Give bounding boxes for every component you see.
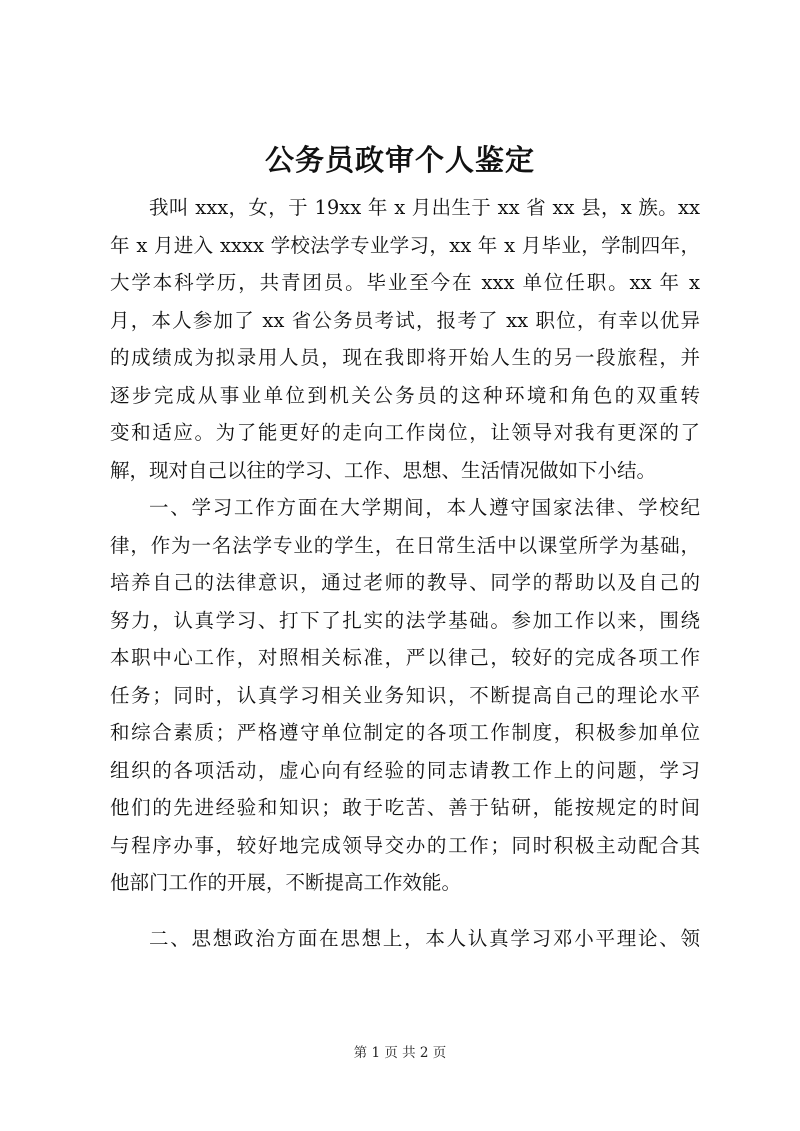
paragraph-line: 组织的各项活动，虚心向有经验的同志请教工作上的问题，学习 — [110, 758, 700, 782]
paragraph-politics — [110, 920, 700, 958]
paragraph-line: 一、学习工作方面在大学期间，本人遵守国家法律、学校纪 — [149, 496, 700, 519]
paragraph-line: 本职中心工作，对照相关标准，严以律己，较好的完成各项工作 — [110, 646, 700, 669]
document-body — [110, 189, 700, 957]
paragraph-line: 和综合素质；严格遵守单位制定的各项工作制度，积极参加单位 — [110, 721, 700, 744]
paragraph-line: 解，现对自己以往的学习、工作、思想、生活情况做如下小结。 — [110, 458, 657, 482]
page-number-footer: 第 1 页 共 2 页 — [353, 1045, 447, 1061]
paragraph-line: 努力，认真学习、打下了扎实的法学基础。参加工作以来，围绕 — [110, 608, 700, 632]
paragraph-line: 与程序办事，较好地完成领导交办的工作；同时积极主动配合其 — [110, 833, 700, 857]
paragraph-line: 任务；同时，认真学习相关业务知识，不断提高自己的理论水平 — [110, 683, 700, 707]
paragraph-line: 律，作为一名法学专业的学生，在日常生活中以课堂所学为基础， — [110, 533, 700, 557]
paragraph-spacer — [110, 902, 700, 920]
paragraph-line: 逐步完成从事业单位到机关公务员的这种环境和角色的双重转 — [110, 383, 700, 407]
document-title: 公务员政审个人鉴定 — [264, 143, 535, 177]
paragraph-line: 月，本人参加了 xx 省公务员考试，报考了 xx 职位，有幸以优异 — [110, 308, 700, 332]
paragraph-line: 二、思想政治方面在思想上，本人认真学习邓小平理论、领 — [149, 926, 700, 950]
paragraph-line: 变和适应。为了能更好的走向工作岗位，让领导对我有更深的了 — [110, 421, 700, 444]
paragraph-line: 培养自己的法律意识，通过老师的教导、同学的帮助以及自己的 — [110, 571, 700, 594]
paragraph-line: 大学本科学历，共青团员。毕业至今在 xxx 单位任职。xx 年 x — [110, 271, 700, 294]
paragraph-intro — [110, 189, 700, 489]
paragraph-line: 他部门工作的开展，不断提高工作效能。 — [110, 871, 462, 894]
paragraph-line: 他们的先进经验和知识；敢于吃苦、善于钻研，能按规定的时间 — [110, 796, 700, 819]
paragraph-line: 的成绩成为拟录用人员，现在我即将开始人生的另一段旅程，并 — [110, 346, 700, 369]
paragraph-study-work — [110, 489, 700, 902]
paragraph-line: 我叫 xxx，女，于 19xx 年 x 月出生于 xx 省 xx 县，x 族。xx — [149, 196, 700, 219]
paragraph-line: 年 x 月进入 xxxx 学校法学专业学习，xx 年 x 月毕业，学制四年， — [110, 233, 700, 257]
